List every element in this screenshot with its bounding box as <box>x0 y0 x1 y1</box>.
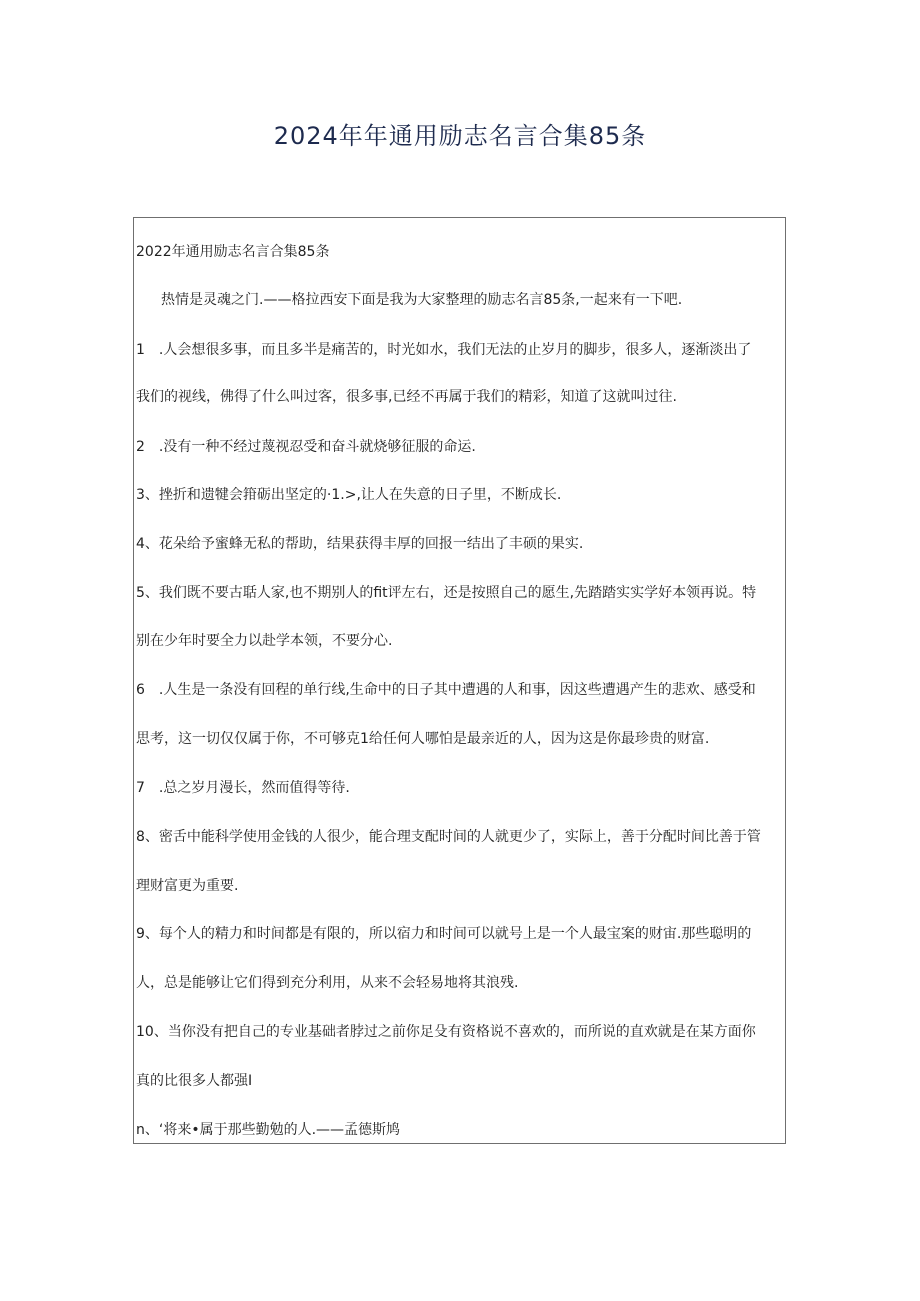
intro-paragraph: 热情是灵魂之门.——格拉西安下面是我为大家整理的励志名言85条,一起来有一下吧. <box>161 292 683 308</box>
quote-line: 2 .没有一种不经过蔑视忍受和奋斗就烧够征服的命运. <box>136 439 476 455</box>
quote-line: 10、当你没有把自己的专业基础者脖过之前你足殳有资格说不喜欢的，而所说的直欢就是在某方面你 <box>136 1024 756 1040</box>
quote-line: 9、每个人的精力和时间都是有限的，所以宿力和时间可以就号上是一个人最宝案的财宙.那些聪明的 <box>136 926 752 942</box>
quote-line: 我们的视线，佛得了什么叫过客，很多事,已经不再属于我们的精彩，知道了这就叫过往. <box>136 389 677 405</box>
quote-line: 1 .人会想很多事，而且多半是痛苦的，时光如水，我们无法的止岁月的脚步，很多人，逐渐淡出了 <box>136 342 752 358</box>
quote-line: 真的比很多人都强I <box>136 1073 253 1089</box>
quote-line: 8、密舌中能科学使用金钱的人很少，能合理支配时间的人就更少了，实际上，善于分配时间比善于管 <box>136 829 761 845</box>
quote-line: 3、挫折和遗犍会箝砺出坚定的·1.>,让人在失意的日子里，不断成长. <box>136 487 562 503</box>
quote-line: n、‘将来•属于那些勤勉的人.——孟德斯鸠 <box>136 1122 401 1138</box>
quote-line: 7 .总之岁月漫长，然而值得等待. <box>136 780 350 796</box>
quote-line: 6 .人生是一条没有回程的单行线,生命中的日子其中遭遇的人和事，因这些遭遇产生的悲欢、感受和 <box>136 682 756 698</box>
quote-line: 别在少年时要全力以赴学本领，不要分心. <box>136 633 393 649</box>
quote-line: 4、花朵给予蜜蜂无私的帮助，结果获得丰厚的回报一结出了丰硕的果实. <box>136 536 584 552</box>
quote-line: 理财富更为重要. <box>136 878 239 894</box>
content-subtitle: 2022年通用励志名言合集85条 <box>136 244 330 260</box>
quote-line: 思考，这一切仅仅属于你，不可够克1给任何人哪怕是最亲近的人，因为这是你最珍贵的财富. <box>136 731 710 747</box>
quote-line: 人，总是能够让它们得到充分利用，从来不会轻易地将其浪残. <box>136 975 519 991</box>
content-box <box>133 217 786 1144</box>
document-title: 2024年年通用励志名言合集85条 <box>273 122 647 150</box>
quote-line: 5、我们既不要古聒人家,也不期别人的fit评左右，还是按照自己的愿生,先踏踏实实学好本领再说。特 <box>136 585 757 601</box>
